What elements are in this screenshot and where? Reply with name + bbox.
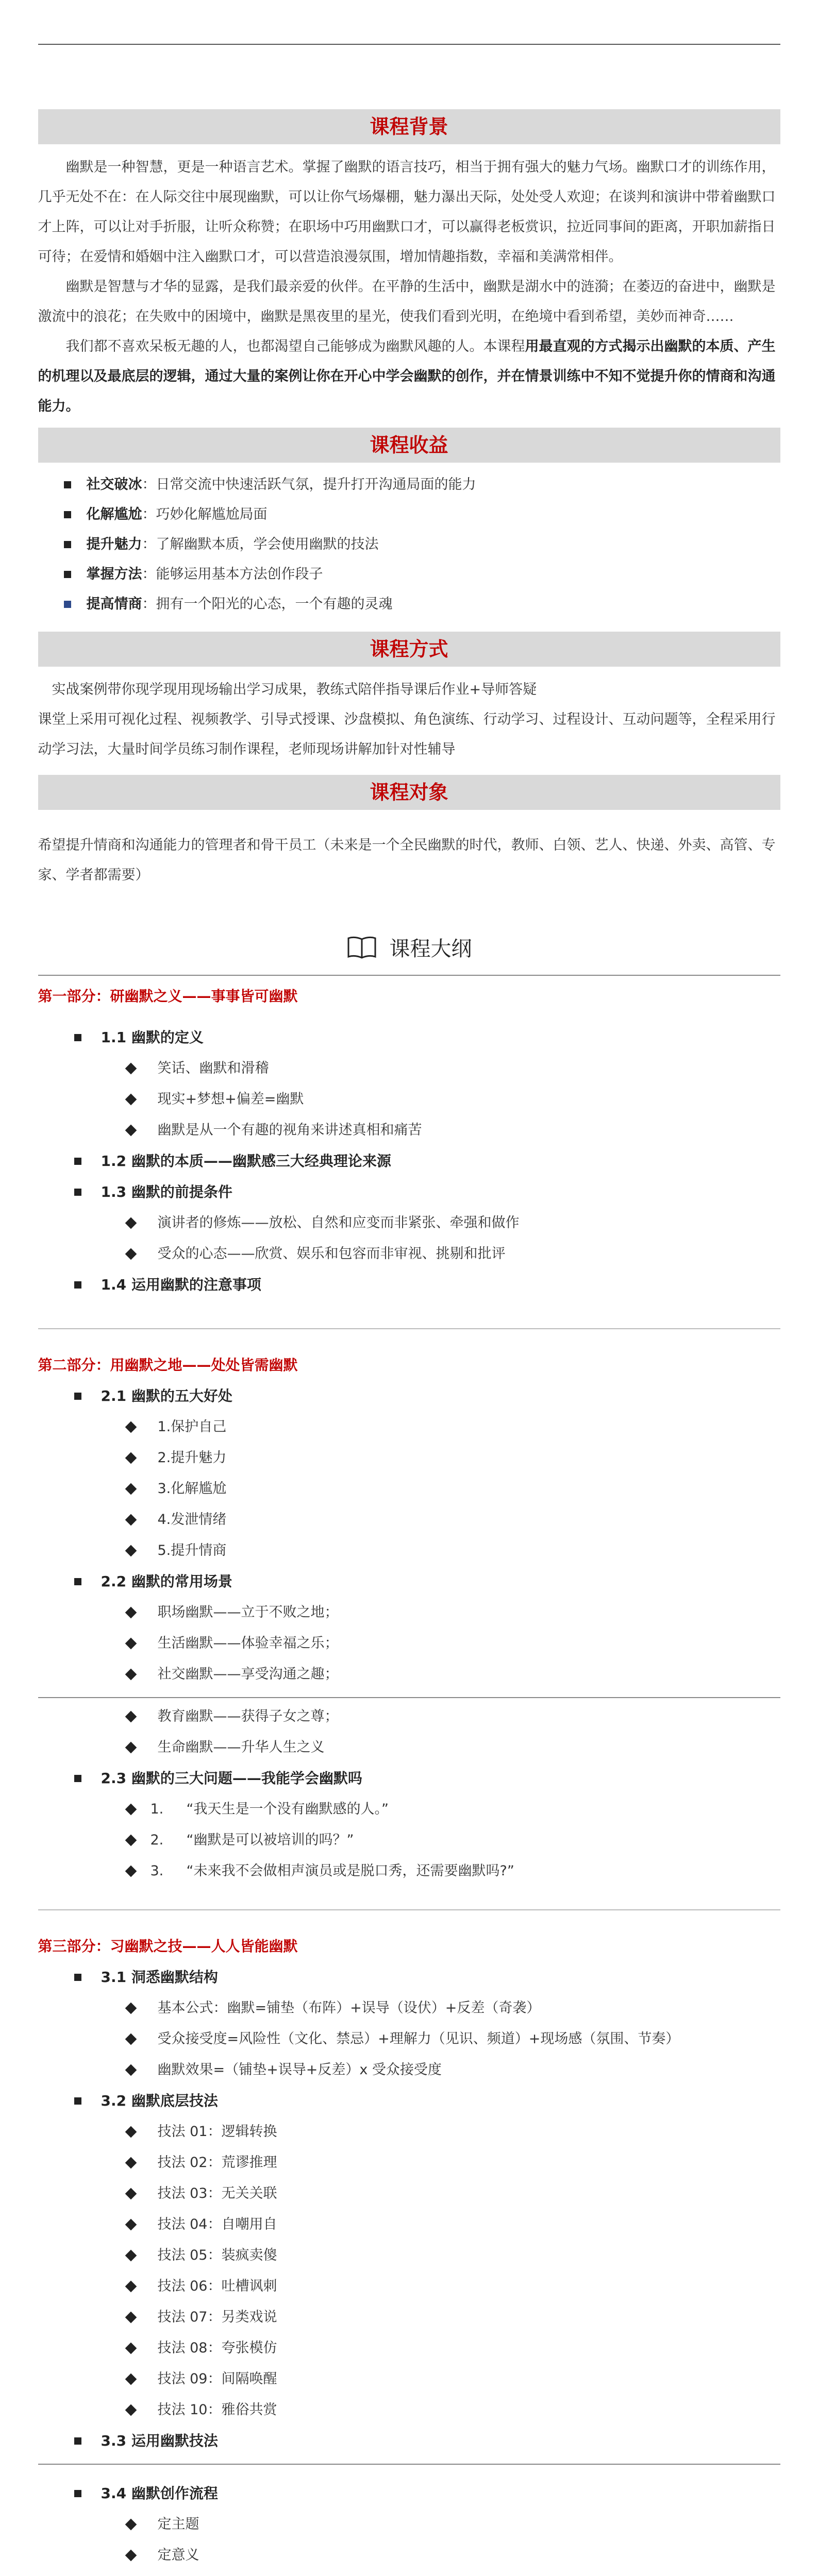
outline-heading [38,926,780,968]
square-bullet-icon [74,1158,81,1165]
list-item: 1.保护自己 [38,1412,780,1443]
square-bullet-icon [74,1393,81,1400]
diamond-bullet-icon [125,1607,137,1619]
list-item: 受众的心态——欣赏、娱乐和包容而非审视、挑剔和批评 [38,1239,780,1269]
section-heading: 3.3 运用幽默技法 [38,2426,780,2456]
square-bullet-icon [74,1281,81,1289]
list-item: 定意义 [38,2540,780,2571]
square-bullet-icon [74,1034,81,1041]
list-item: 受众接受度=风险性（文化、禁忌）+理解力（见识、频道）+现场感（氛围、节奏） [38,2024,780,2055]
diamond-bullet-icon [125,1669,137,1681]
square-bullet-icon [74,1578,81,1585]
audience-paragraph: 希望提升情商和沟通能力的管理者和骨干员工（未来是一个全民幽默的时代，教师、白领、艺人、快递、外卖、高管、专家、学者都需要） [38,837,776,883]
list-item: 基本公式：幽默=铺垫（布阵）+误导（设伏）+反差（奇袭） [38,1993,780,2024]
diamond-bullet-icon [125,2281,137,2293]
divider [38,2464,780,2465]
section-heading: 3.1 洞悉幽默结构 [38,1962,780,1993]
section-heading: 2.1 幽默的五大好处 [38,1381,780,1412]
list-item: 社交破冰 ：日常交流中快速活跃气氛，提升打开沟通局面的能力 [64,470,780,500]
diamond-bullet-icon [125,2374,137,2385]
diamond-bullet-icon [125,2550,137,2562]
diamond-bullet-icon [125,1514,137,1526]
square-bullet-icon [74,2437,81,2445]
diamond-bullet-icon [125,1866,137,1877]
list-item: 技法 05：装疯卖傻 [38,2240,780,2271]
list-item: 生命幽默——升华人生之义 [38,1732,780,1763]
square-bullet-icon [74,2097,81,2105]
section-heading: 1.2 幽默的本质——幽默感三大经典理论来源 [38,1146,780,1177]
diamond-bullet-icon [125,2033,137,2045]
diamond-bullet-icon [125,2188,137,2200]
diamond-bullet-icon [125,2343,137,2354]
section-heading: 1.1 幽默的定义 [38,1022,780,1053]
square-bullet-icon [74,2490,81,2497]
diamond-bullet-icon [125,1217,137,1229]
method-paragraph-2: 课堂上采用可视化过程、视频教学、引导式授课、沙盘模拟、角色演练、行动学习、过程设计、互动问题等，全程采用行动学习法，大量时间学员练习制作课程，老师现场讲解加针对性辅导 [38,711,776,757]
diamond-bullet-icon [125,1483,137,1495]
background-paragraph-2: 幽默是智慧与才华的显露，是我们最亲爱的伙伴。在平静的生活中，幽默是湖水中的涟漪；在萎迈的奋进中，幽默是激流中的浪花；在失败中的困境中，幽默是黑夜里的星光，使我们看到光明，在绝境中看到希望，美妙而神奇…… [38,279,776,325]
top-divider [38,44,780,45]
list-item: 提升魅力 ：了解幽默本质，学会使用幽默的技法 [64,530,780,560]
diamond-bullet-icon [125,1711,137,1723]
list-item: 幽默是从一个有趣的视角来讲述真相和痛苦 [38,1115,780,1146]
square-bullet-icon [64,541,71,548]
list-item: 幽默效果=（铺垫+误导+反差）x 受众接受度 [38,2055,780,2086]
diamond-bullet-icon [125,1125,137,1137]
list-item: 技法 06：吐槽讽刺 [38,2271,780,2302]
list-item: 1. “我天生是一个没有幽默感的人。” [38,1794,780,1825]
background-paragraph-1: 幽默是一种智慧，更是一种语言艺术。掌握了幽默的语言技巧，相当于拥有强大的魅力气场。幽默口才的训练作用，几乎无处不在：在人际交往中展现幽默，可以让你气场爆棚，魅力瀑出天际，处处受人欢迎；在谈判和演讲中带着幽默口才上阵，可以让对手折服，让听众称赞；在职场中巧用幽默口才，可以赢得老板赏识，拉近同事间的距离，开职加薪指日可待；在爱情和婚姻中注入幽默口才，可以营造浪漫氛围，增加情趣指数，幸福和美满常相伴。 [38,159,776,265]
section-heading: 1.4 运用幽默的注意事项 [38,1269,780,1300]
list-item: 5.提升情商 [38,1535,780,1566]
diamond-bullet-icon [125,1063,137,1075]
diamond-bullet-icon [125,2064,137,2076]
square-bullet-icon [74,1189,81,1196]
diamond-bullet-icon [125,2250,137,2262]
part-1-title: 第一部分：研幽默之义——事事皆可幽默 [38,988,298,1005]
list-item: 掌握方法 ：能够运用基本方法创作段子 [64,560,780,589]
part-3-title: 第三部分：习幽默之技——人人皆能幽默 [38,1938,298,1955]
list-item: 技法 04：自嘲用自 [38,2209,780,2240]
method-paragraph-1: 实战案例带你现学现用现场输出学习成果，教练式陪伴指导课后作业+导师答疑 [52,682,537,698]
section-heading: 2.3 幽默的三大问题——我能学会幽默吗 [38,1763,780,1794]
square-bullet-icon [64,601,71,608]
list-item: 演讲者的修炼——放松、自然和应变而非紧张、牵强和做作 [38,1208,780,1239]
section-heading: 2.2 幽默的常用场景 [38,1566,780,1597]
section-heading: 3.4 幽默创作流程 [38,2478,780,2509]
part-2-title: 第二部分：用幽默之地——处处皆需幽默 [38,1357,298,1374]
book-icon [346,935,377,959]
list-item: 提高情商 ：拥有一个阳光的心态，一个有趣的灵魂 [64,589,780,619]
benefits-list [38,470,780,619]
diamond-bullet-icon [125,1638,137,1650]
square-bullet-icon [74,1775,81,1782]
diamond-bullet-icon [125,1742,137,1754]
diamond-bullet-icon [125,2157,137,2169]
list-item: 技法 10：雅俗共赏 [38,2395,780,2426]
list-item: 4.发泄情绪 [38,1504,780,1535]
diamond-bullet-icon [125,2312,137,2324]
diamond-bullet-icon [125,1094,137,1106]
list-item: 技法 08：夸张模仿 [38,2333,780,2364]
outline-title: 课程大纲 [389,937,472,961]
list-item: 技法 07：另类戏说 [38,2302,780,2333]
divider [38,1697,780,1698]
diamond-bullet-icon [125,1804,137,1816]
list-item: 2. “幽默是可以被培训的吗？” [38,1825,780,1856]
background-paragraph-3: 我们都不喜欢呆板无趣的人，也都渴望自己能够成为幽默风趣的人。本课程用最直观的方式揭示出幽默的本质、产生的机理以及最底层的逻辑，通过大量的案例让你在开心中学会幽默的创作，并在情景训练中不知不觉提升你的情商和沟通能力。 [38,338,776,414]
section-title-method: 课程方式 [38,632,780,667]
list-item: 技法 02：荒谬推理 [38,2147,780,2178]
list-item: 3. “未来我不会做相声演员或是脱口秀，还需要幽默吗?” [38,1856,780,1887]
section-title-benefits: 课程收益 [38,428,780,463]
list-item: 3.化解尴尬 [38,1473,780,1504]
list-item: 定主题 [38,2509,780,2540]
list-item: 2.提升魅力 [38,1443,780,1473]
list-item: 笑话、幽默和滑稽 [38,1053,780,1084]
diamond-bullet-icon [125,1248,137,1260]
diamond-bullet-icon [125,1835,137,1846]
diamond-bullet-icon [125,1421,137,1433]
section-title-audience: 课程对象 [38,775,780,810]
list-item: 现实+梦想+偏差=幽默 [38,1084,780,1115]
diamond-bullet-icon [125,2126,137,2138]
list-item: 技法 03：无关关联 [38,2178,780,2209]
section-title-background: 课程背景 [38,109,780,144]
list-item: 教育幽默——获得子女之尊； [38,1701,780,1732]
diamond-bullet-icon [125,1545,137,1557]
list-item: 社交幽默——享受沟通之趣； [38,1659,780,1690]
diamond-bullet-icon [125,1452,137,1464]
diamond-bullet-icon [125,2003,137,2014]
diamond-bullet-icon [125,2219,137,2231]
outline-divider [38,975,780,976]
list-item: 技法 09：间隔唤醒 [38,2364,780,2395]
square-bullet-icon [64,511,71,518]
square-bullet-icon [74,1974,81,1981]
section-heading: 1.3 幽默的前提条件 [38,1177,780,1208]
list-item: 化解尴尬 ：巧妙化解尴尬局面 [64,500,780,530]
diamond-bullet-icon [125,2519,137,2531]
list-item [38,2571,780,2576]
list-item: 技法 01：逻辑转换 [38,2116,780,2147]
square-bullet-icon [64,481,71,488]
diamond-bullet-icon [125,2404,137,2416]
page [38,0,780,2576]
list-item: 生活幽默——体验幸福之乐； [38,1628,780,1659]
square-bullet-icon [64,571,71,578]
list-item: 职场幽默——立于不败之地； [38,1597,780,1628]
section-heading: 3.2 幽默底层技法 [38,2086,780,2116]
